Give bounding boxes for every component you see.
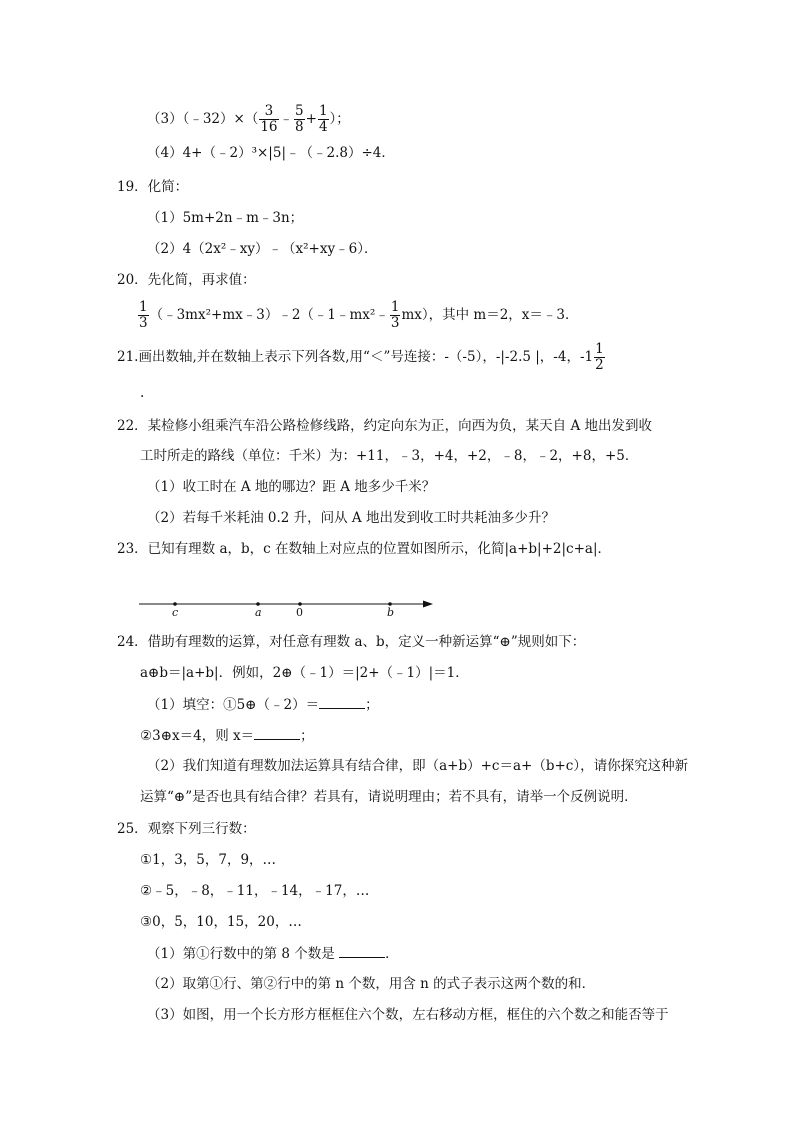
label-c: c	[172, 606, 179, 619]
q20-title: 20．先化简，再求值：	[117, 272, 256, 288]
label-b: b	[387, 606, 395, 619]
q22-line2: 工时所走的路线（单位：千米）为：+11，﹣3，+4，+2，﹣8，﹣2，+8，+5．	[140, 448, 639, 464]
q24-part2-line2: 运算“⊕”是否也具有结合律？若具有，请说明理由；若不具有，请举一个反例说明．	[140, 789, 638, 805]
q25-part3: （3）如图，用一个长方形方框框住六个数，左右移动方框，框住的六个数之和能否等于	[147, 1007, 669, 1023]
q22-part1: （1）收工时在 A 地的哪边？距 A 地多少千米？	[147, 479, 436, 495]
answer-blank[interactable]	[254, 726, 300, 740]
q18-part3-prefix: （3）（﹣32）×（	[147, 111, 259, 127]
q24-line1: 24．借助有理数的运算，对任意有理数 a、b，定义一种新运算“⊕”规则如下：	[117, 634, 586, 650]
fraction: $\frac{1}{3}$	[390, 299, 400, 331]
q24-part1-second: ②3⊕x＝4，则 x＝ ；	[140, 728, 314, 744]
q25-part1: （1）第①行数中的第 8 个数是 ．	[147, 946, 399, 962]
fraction: $\frac{3}{16}$	[260, 103, 278, 135]
q25-row3: ③0，5，10，15，20，…	[140, 914, 302, 930]
q22-part2: （2）若每千米耗油 0.2 升，问从 A 地出发到收工时共耗油多少升？	[147, 510, 555, 526]
answer-blank[interactable]	[319, 695, 365, 709]
q25-title: 25．观察下列三行数：	[117, 821, 256, 837]
q18-part3: （3）（﹣32）×（ $\frac{3}{16}$ ﹣ $\frac{5}{8}$ + $\frac{1}{4}$ ）；	[147, 103, 350, 135]
fraction: $\frac{1}{3}$	[139, 299, 148, 331]
answer-blank[interactable]	[339, 944, 385, 958]
fraction: $\frac{1}{4}$	[318, 103, 328, 135]
q19-part2: （2）4（2x²﹣xy）﹣（x²+xy﹣6）．	[147, 241, 378, 257]
label-zero: 0	[296, 606, 303, 619]
q19-title: 19．化简：	[117, 179, 189, 195]
q21-text: 21.画出数轴,并在数轴上表示下列各数,用“＜”号连接：-（-5），-|-2.5 |，-4，-1 $\frac{1}{2}$	[117, 341, 604, 373]
q23-text: 23．已知有理数 a，b，c 在数轴上对应点的位置如图所示，化简|a+b|+2|c+a|．	[117, 541, 612, 557]
q21-period: .	[140, 385, 145, 401]
arrow-head-icon	[423, 601, 433, 608]
q24-part1: （1）填空：①5⊕（﹣2）＝ ；	[147, 697, 379, 713]
q24-part2-line1: （2）我们知道有理数加法运算具有结合律，即（a+b）+c＝a+（b+c），请你探究这种新	[147, 758, 689, 774]
q24-line2: a⊕b＝|a+b|．例如，2⊕（﹣1）＝|2+（﹣1）|＝1．	[140, 665, 469, 681]
q20-expression: $\frac{1}{3}$ （﹣3mx²+mx﹣3）﹣2（﹣1﹣mx²﹣ $\frac{1}{3}$ mx），其中 m＝2，x＝﹣3．	[139, 299, 579, 331]
q18-part4: （4）4+（﹣2）³×|5|﹣（﹣2.8）÷4．	[147, 145, 395, 161]
q22-line1: 22．某检修小组乘汽车沿公路检修线路，约定向东为正，向西为负，某天自 A 地出发到收	[117, 418, 653, 434]
fraction: $\frac{1}{2}$	[595, 341, 604, 373]
label-a: a	[255, 606, 262, 619]
q19-part1: （1）5m+2n﹣m﹣3n；	[147, 210, 304, 226]
q25-row2: ②﹣5，﹣8，﹣11，﹣14，﹣17，…	[140, 883, 370, 899]
q25-part2: （2）取第①行、第②行中的第 n 个数，用含 n 的式子表示这两个数的和．	[147, 976, 596, 992]
q25-row1: ①1，3，5，7，9，…	[140, 852, 277, 868]
fraction: $\frac{5}{8}$	[295, 103, 304, 135]
number-line-figure	[135, 590, 435, 624]
